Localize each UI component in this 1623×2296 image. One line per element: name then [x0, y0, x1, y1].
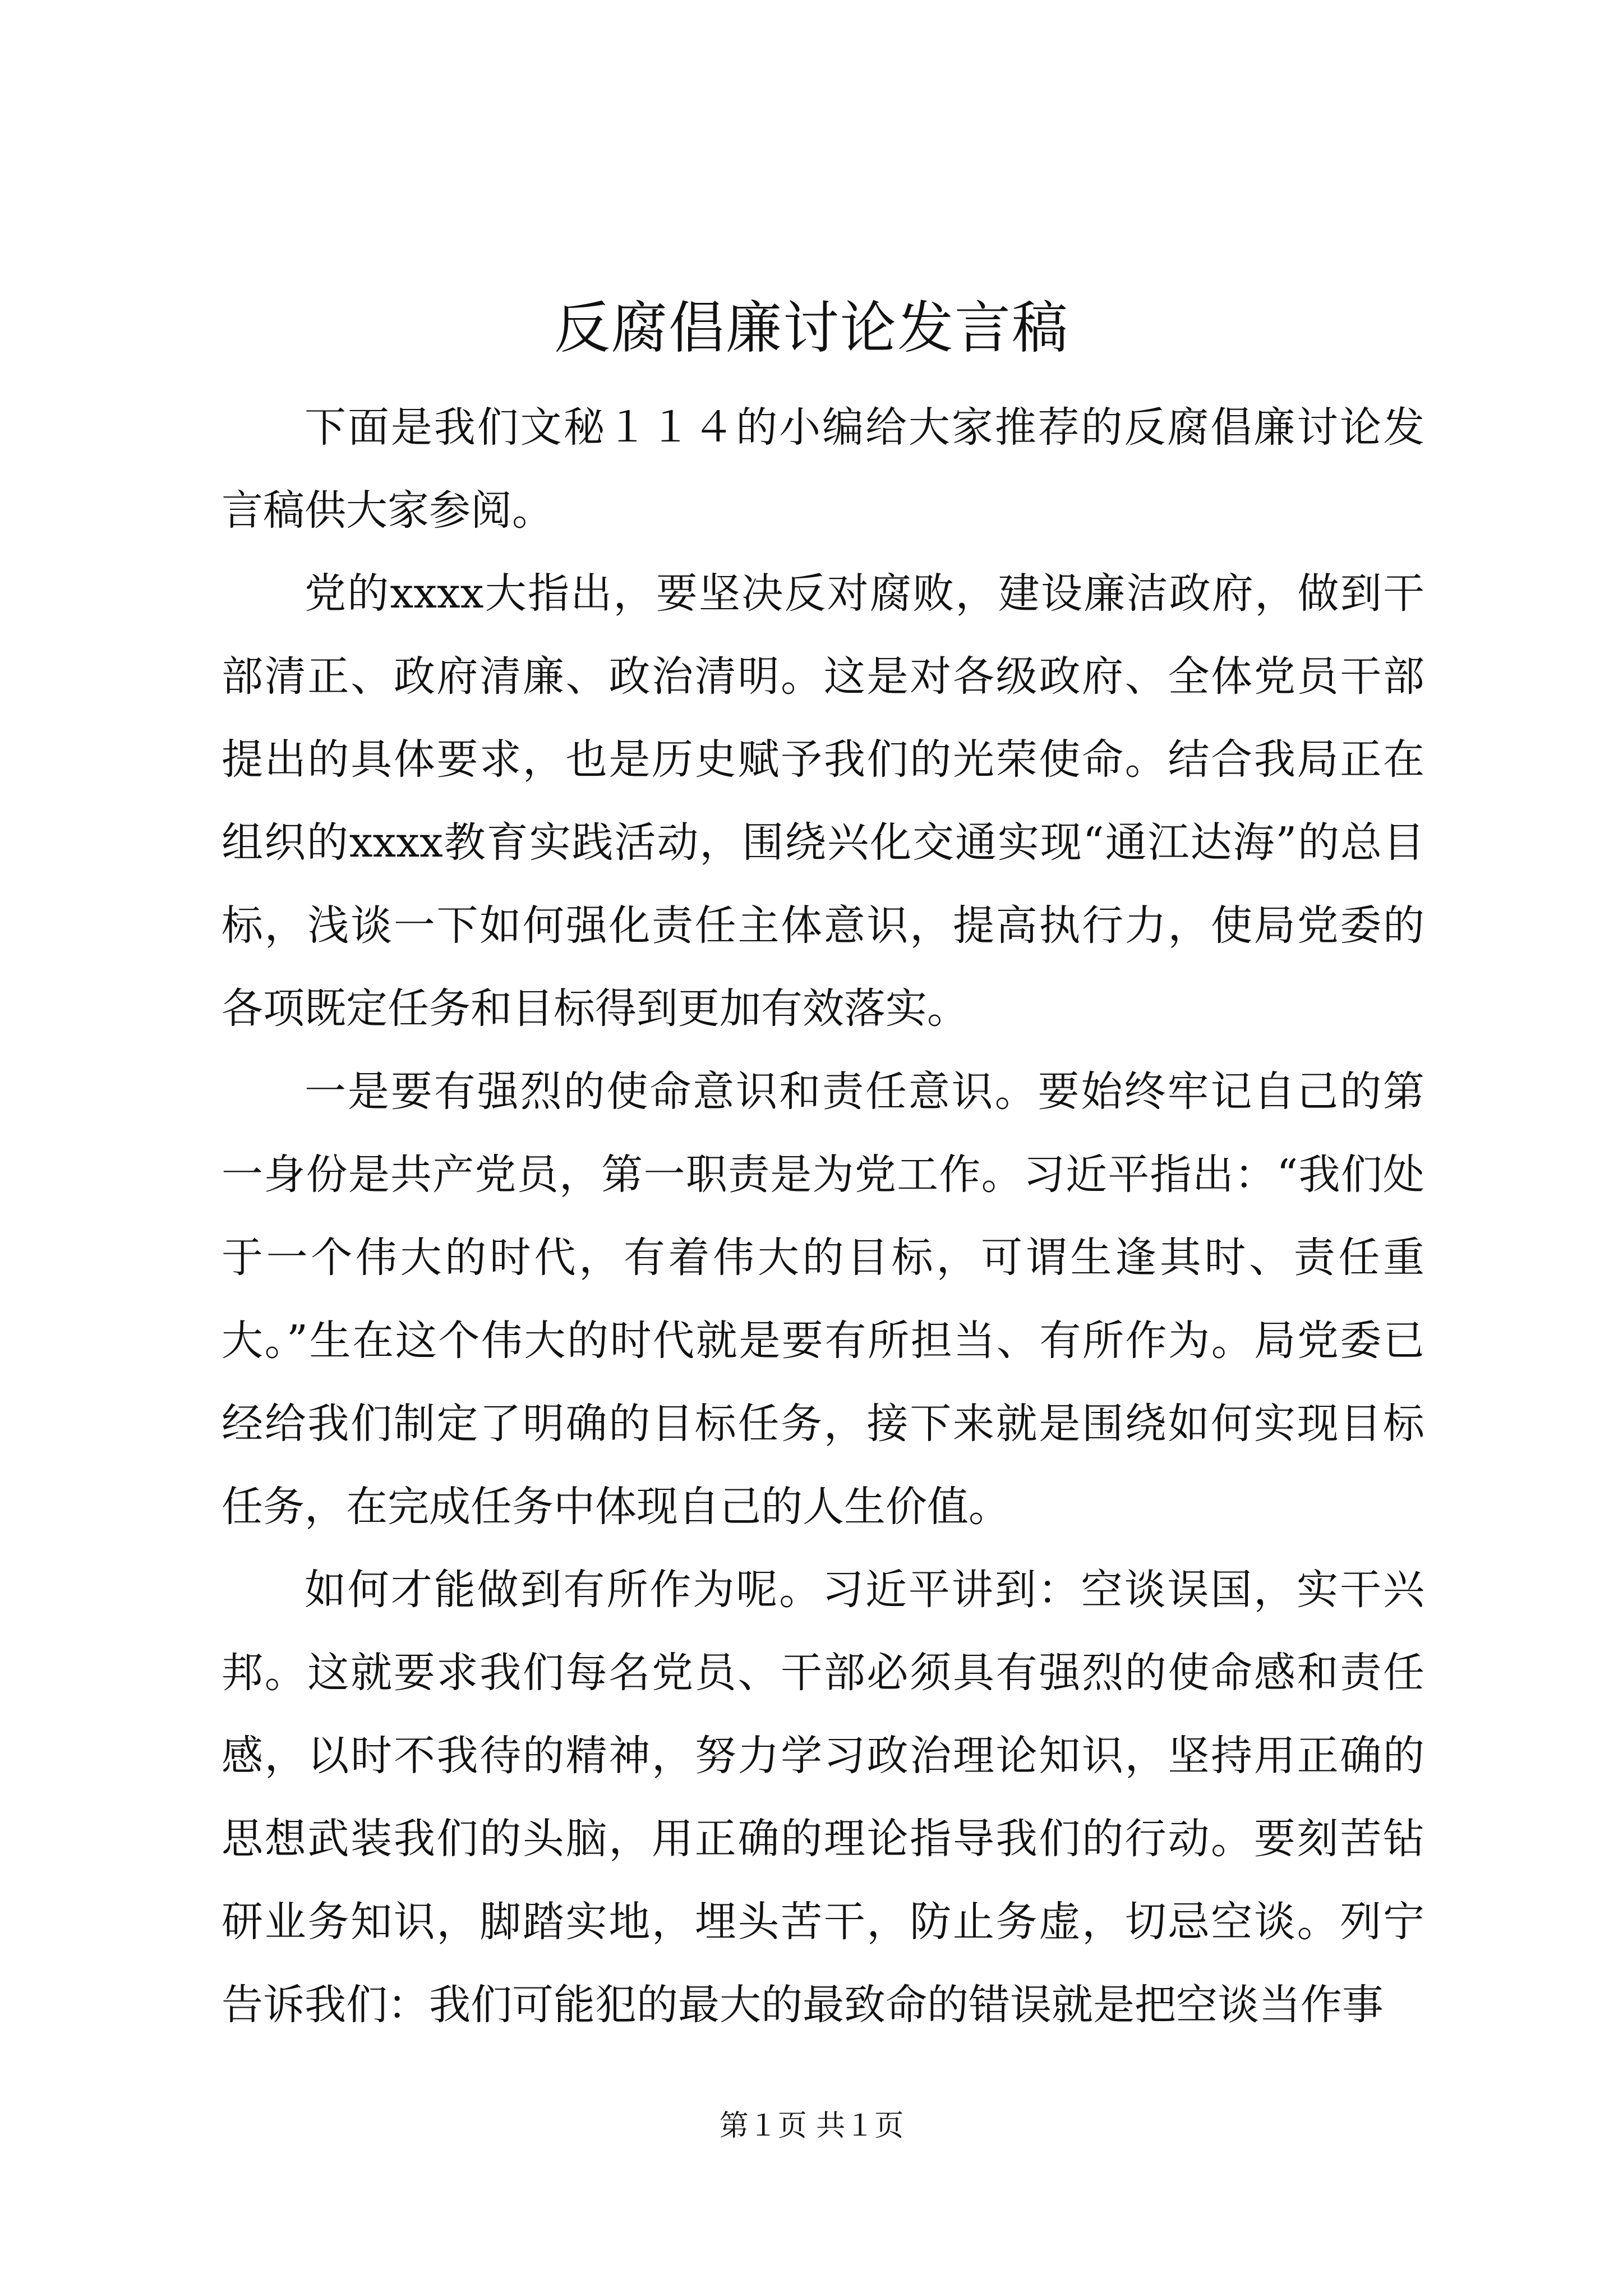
- document-title: 反腐倡廉讨论发言稿: [554, 295, 1069, 361]
- page-footer: 第１页 共１页: [719, 2109, 904, 2143]
- document-body: [222, 386, 1424, 2046]
- paragraph-how-to-act: 如何才能做到有所作为呢。习近平讲到：空谈误国，实干兴邦。这就要求我们每名党员、干部必须具有强烈的使命感和责任感，以时不我待的精神，努力学习政治理论知识，坚持用正确的思想武装我们的头脑，用正确的理论指导我们的行动。要刻苦钻研业务知识，脚踏实地，埋头苦干，防止务虚，切忌空谈。列宁告诉我们：我们可能犯的最大的最致命的错误就是把空谈当作事: [222, 1566, 1424, 2029]
- paragraph-party-congress: 党的xxxx大指出，要坚决反对腐败，建设廉洁政府，做到干部清正、政府清廉、政治清明。这是对各级政府、全体党员干部提出的具体要求，也是历史赋予我们的光荣使命。结合我局正在组织的xxxx教育实践活动，围绕兴化交通实现“通江达海”的总目标，浅谈一下如何强化责任主体意识，提高执行力，使局党委的各项既定任务和目标得到更加有效落实。: [222, 569, 1424, 1033]
- paragraph-intro: 下面是我们文秘１１４的小编给大家推荐的反腐倡廉讨论发言稿供大家参阅。: [222, 403, 1424, 535]
- paragraph-mission-awareness: 一是要有强烈的使命意识和责任意识。要始终牢记自己的第一身份是共产党员，第一职责是为党工作。习近平指出：“我们处于一个伟大的时代，有着伟大的目标，可谓生逢其时、责任重大。”生在这个伟大的时代就是要有所担当、有所作为。局党委已经给我们制定了明确的目标任务，接下来就是围绕如何实现目标任务，在完成任务中体现自己的人生价值。: [222, 1068, 1424, 1531]
